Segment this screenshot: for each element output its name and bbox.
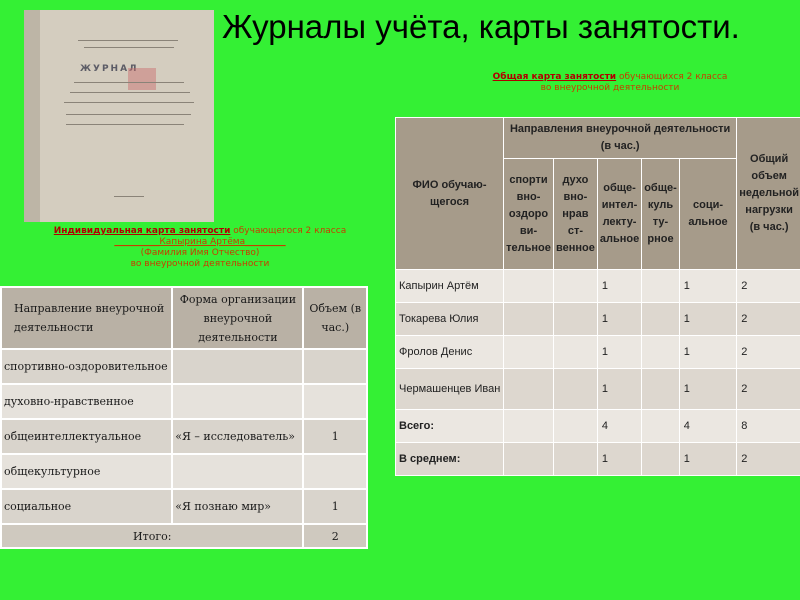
slide-title: Журналы учёта, карты занятости.: [222, 8, 740, 45]
hours-cell: 1: [597, 369, 641, 410]
hours-cell: [504, 443, 554, 476]
hours-cell: [303, 454, 367, 489]
hours-cell: [504, 369, 554, 410]
total-cell: 8: [737, 410, 800, 443]
journal-spine: [24, 10, 40, 222]
direction-cell: спортивно-оздоровительное: [1, 349, 172, 384]
hours-cell: [642, 303, 680, 336]
cover-text-line: [84, 47, 174, 48]
column-header: Объем (в час.): [303, 287, 367, 349]
hours-cell: [553, 369, 597, 410]
hours-cell: 1: [597, 336, 641, 369]
total-load-header: Общий объем недельной нагрузки (в час.): [737, 118, 800, 270]
table-row: [1, 384, 367, 419]
cover-text-line: [74, 82, 184, 83]
direction-subheader: обще-куль ту-рное: [642, 159, 680, 270]
individual-caption-line1: Индивидуальная карта занятости обучающегося 2 класса: [53, 226, 347, 236]
hours-cell: [504, 336, 554, 369]
table-header-row: [1, 287, 367, 349]
hours-cell: 4: [679, 410, 736, 443]
hours-cell: 1: [679, 270, 736, 303]
total-value: 2: [303, 524, 367, 548]
table-row: [396, 369, 800, 410]
hours-cell: 1: [597, 303, 641, 336]
individual-caption-line4: во внеурочной деятельности: [130, 259, 270, 269]
table-row: [396, 303, 800, 336]
student-name: Фролов Денис: [396, 336, 504, 369]
sum-row: [396, 410, 800, 443]
hours-cell: 4: [597, 410, 641, 443]
average-label: В среднем:: [396, 443, 504, 476]
direction-cell: духовно-нравственное: [1, 384, 172, 419]
direction-subheader: спорти вно-оздоро ви-тельное: [504, 159, 554, 270]
total-cell: 2: [737, 303, 800, 336]
student-name: Токарева Юлия: [396, 303, 504, 336]
direction-subheader: духо вно-нрав ст-венное: [553, 159, 597, 270]
individual-caption-hint: (Фамилия Имя Отчество): [140, 248, 260, 258]
total-row: [1, 524, 367, 548]
total-cell: 2: [737, 443, 800, 476]
cover-text-line: [66, 114, 191, 115]
column-header: Форма организации внеурочной деятельности: [172, 287, 303, 349]
general-card-caption: [420, 72, 800, 94]
direction-cell: социальное: [1, 489, 172, 524]
table-row: [396, 336, 800, 369]
hours-cell: [553, 270, 597, 303]
form-cell: «Я – исследователь»: [172, 419, 303, 454]
hours-cell: [504, 410, 554, 443]
hours-cell: 1: [679, 303, 736, 336]
hours-cell: [642, 270, 680, 303]
hours-cell: [303, 349, 367, 384]
cover-text-line: [78, 40, 178, 41]
hours-cell: [553, 410, 597, 443]
hours-cell: [303, 384, 367, 419]
total-cell: 2: [737, 369, 800, 410]
hours-cell: 1: [679, 369, 736, 410]
cover-text-line: [114, 196, 144, 197]
direction-cell: общеинтеллектуальное: [1, 419, 172, 454]
hours-cell: [642, 336, 680, 369]
hours-cell: 1: [679, 443, 736, 476]
student-name: Капырин Артём: [396, 270, 504, 303]
individual-caption-name: __________Капырина Артёма_________: [114, 237, 286, 247]
hours-cell: 1: [597, 270, 641, 303]
journal-cover-photo: [24, 10, 214, 222]
hours-cell: [553, 443, 597, 476]
cover-text-line: [66, 124, 184, 125]
hours-cell: [642, 369, 680, 410]
hours-cell: 1: [679, 336, 736, 369]
student-name: Чермашенцев Иван: [396, 369, 504, 410]
total-cell: 2: [737, 336, 800, 369]
cover-text-line: [64, 102, 194, 103]
individual-card-caption: [32, 226, 368, 270]
directions-header: Направления внеурочной деятельности (в час.): [504, 118, 737, 159]
table-row: [1, 419, 367, 454]
total-cell: 2: [737, 270, 800, 303]
hours-cell: [642, 410, 680, 443]
general-caption-line1: Общая карта занятости обучающихся 2 класса: [492, 72, 728, 82]
table-row: [396, 270, 800, 303]
table-row: [1, 454, 367, 489]
journal-cover-title: ЖУРНАЛ: [80, 64, 139, 74]
form-cell: [172, 384, 303, 419]
average-row: [396, 443, 800, 476]
direction-subheader: соци-альное: [679, 159, 736, 270]
general-caption-line2: во внеурочной деятельности: [540, 83, 680, 93]
table-header-row: [396, 118, 800, 159]
general-card-table: [395, 117, 800, 476]
sum-label: Всего:: [396, 410, 504, 443]
form-cell: [172, 349, 303, 384]
hours-cell: [504, 270, 554, 303]
individual-card-table: [0, 286, 368, 549]
hours-cell: [504, 303, 554, 336]
direction-subheader: обще-интел-лекту-альное: [597, 159, 641, 270]
form-cell: [172, 454, 303, 489]
hours-cell: [642, 443, 680, 476]
hours-cell: [553, 303, 597, 336]
hours-cell: 1: [597, 443, 641, 476]
hours-cell: [553, 336, 597, 369]
cover-text-line: [70, 92, 190, 93]
table-row: [1, 349, 367, 384]
journal-stamp: [128, 68, 156, 90]
direction-cell: общекультурное: [1, 454, 172, 489]
hours-cell: 1: [303, 489, 367, 524]
form-cell: «Я познаю мир»: [172, 489, 303, 524]
name-column-header: ФИО обучаю-щегося: [396, 118, 504, 270]
table-row: [1, 489, 367, 524]
total-label: Итого:: [1, 524, 303, 548]
hours-cell: 1: [303, 419, 367, 454]
column-header: Направление внеурочной деятельности: [1, 287, 172, 349]
